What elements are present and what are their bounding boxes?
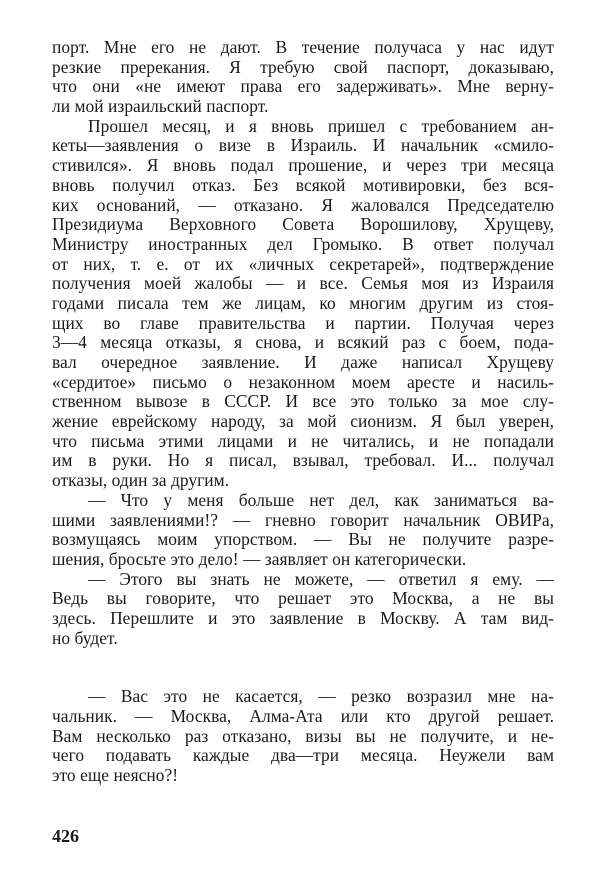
text-line: годами писала тем же лицам, ко многим другим из стоя- xyxy=(52,292,554,313)
text-line: шими заявлениями!? — гневно говорит начальник ОВИРа, xyxy=(52,509,554,530)
text-line: ких оснований, — отказано. Я жаловался Председателю xyxy=(52,194,554,215)
text-line: возмущаясь моим упорством. — Вы не получите разре- xyxy=(52,529,554,550)
text-line: Министру иностранных дел Громыко. В ответ получал xyxy=(52,233,554,254)
text-line: получения моей жалобы — и все. Семья моя из Израиля xyxy=(52,273,554,294)
text-line: щих во главе правительства и партии. Получая через xyxy=(52,312,554,333)
text-line: вновь получил отказ. Без всякой мотивировки, без вся- xyxy=(52,174,554,195)
text-line: — Что у меня больше нет дел, как заниматься ва- xyxy=(88,489,554,510)
text-line: порт. Мне его не дают. В течение получаса у нас идут xyxy=(52,37,554,57)
text-line: здесь. Перешлите и это заявление в Москву. А там вид- xyxy=(52,607,554,628)
page-number: 426 xyxy=(52,826,79,846)
paragraph xyxy=(52,687,554,785)
text-line: отказы, один за другим. xyxy=(52,470,230,491)
paragraph-gap xyxy=(52,648,554,687)
text-line: ли мой израильский паспорт. xyxy=(52,96,269,117)
text-line: что они «не имеют права его задерживать». Мне верну- xyxy=(52,76,554,97)
paragraph xyxy=(52,491,554,570)
text-line: чальник. — Москва, Алма-Ата или кто другой решает. xyxy=(52,706,554,726)
text-line: жение еврейскому народу, за мой сионизм. Я был уверен, xyxy=(52,411,554,432)
text-line: Президиума Верховного Совета Ворошилову, Хрущеву, xyxy=(52,214,554,235)
text-line: вал очередное заявление. И даже написал Хрущеву xyxy=(52,352,554,372)
text-line: 3—4 месяца отказы, я снова, и всякий раз с боем, пода- xyxy=(52,332,554,353)
text-line: — Вас это не касается, — резко возразил мне на- xyxy=(88,686,554,707)
text-line: но будет. xyxy=(52,627,118,648)
text-line: — Этого вы знать не можете, — ответил я ему. — xyxy=(88,568,554,589)
paragraph xyxy=(52,570,554,649)
text-line: им в руки. Но я писал, взывал, требовал. И... получал xyxy=(52,450,554,471)
text-line: ственном вывозе в СССР. И все это только за мое слу- xyxy=(52,391,554,412)
paragraph xyxy=(52,38,554,117)
text-line: «сердитое» письмо о незаконном моем аресте и насиль- xyxy=(52,371,554,392)
text-line: от них, т. е. от их «личных секретарей», подтверждение xyxy=(52,253,554,274)
paragraph xyxy=(52,117,554,491)
text-line: кеты—заявления о визе в Израиль. И начальник «смило- xyxy=(52,135,554,156)
text-line: шения, бросьте это дело! — заявляет он категорически. xyxy=(52,548,467,569)
text-line: что письма этими лицами и не читались, и не попадали xyxy=(52,430,554,451)
text-line: резкие пререкания. Я требую свой паспорт, доказываю, xyxy=(52,56,554,77)
text-line: чего подавать каждые два—три месяца. Неужели вам xyxy=(52,745,554,766)
text-line: Прошел месяц, и я вновь пришел с требованием ан- xyxy=(88,115,554,136)
text-line: стивился». Я вновь подал прошение, и через три месяца xyxy=(52,155,554,176)
text-line: это еще неясно?! xyxy=(52,765,179,786)
text-line: Ведь вы говорите, что решает это Москва, а не вы xyxy=(52,588,554,609)
text-line: Вам несколько раз отказано, визы вы не получите, и не- xyxy=(52,725,554,746)
book-page-text xyxy=(52,38,554,786)
